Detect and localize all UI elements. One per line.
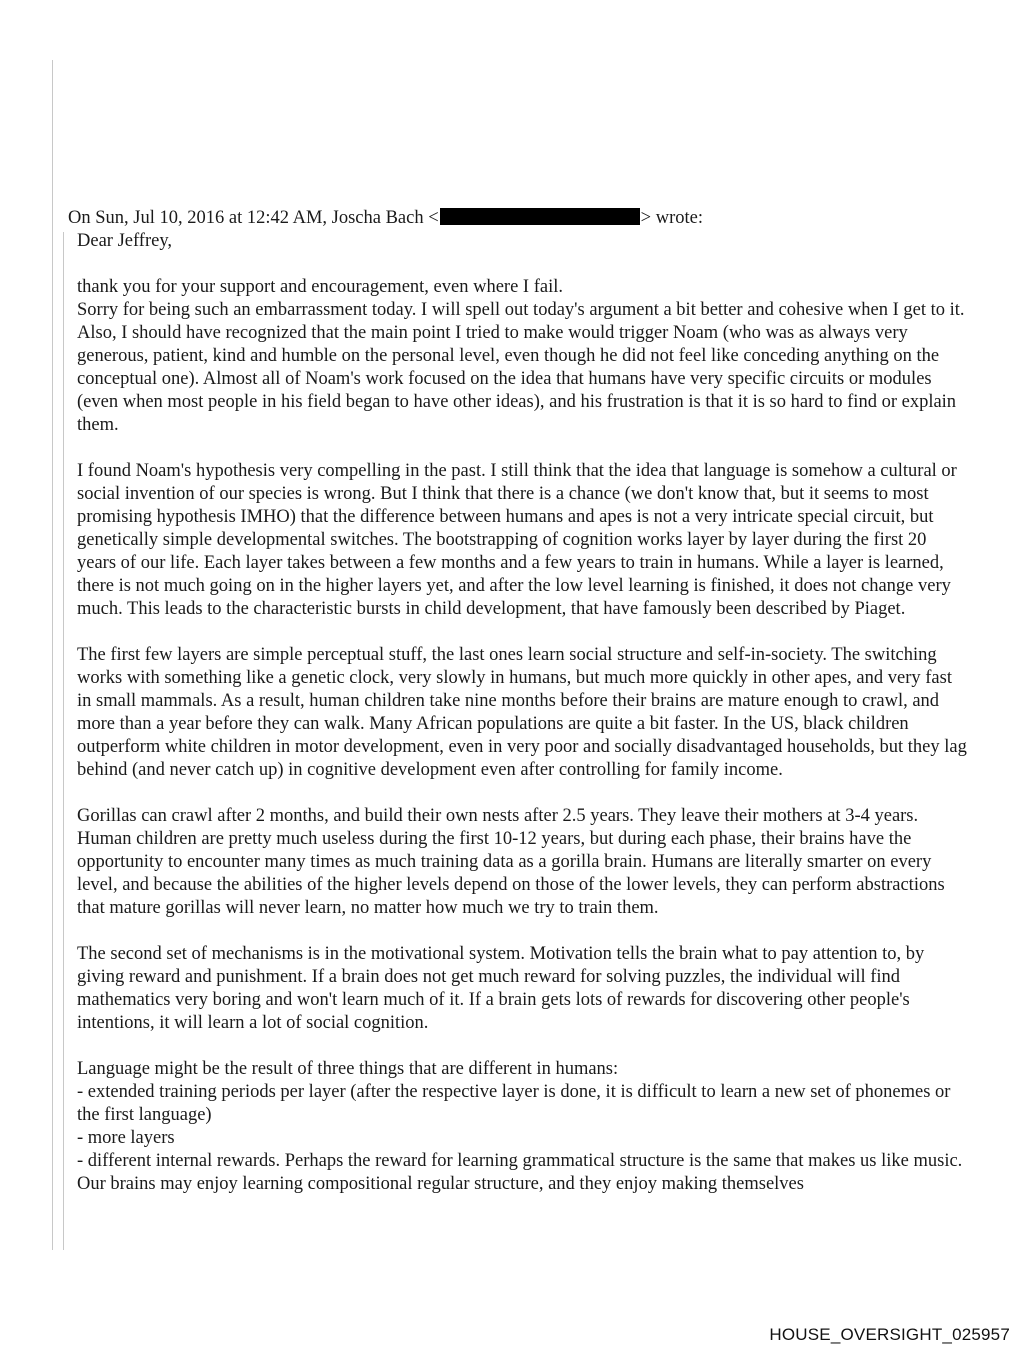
quote-bar-outer xyxy=(52,60,53,1250)
bates-number: HOUSE_OVERSIGHT_025957 xyxy=(769,1325,1010,1344)
paragraph-2: I found Noam's hypothesis very compelling in the past. I still think that the idea that language is somehow a cultural or social invention of our species is wrong. But I think that there is a chance (we don't know that, but it seems to most promising hypothesis IMHO) that the difference between humans and apes is not a very intricate special circuit, but genetically simple developmental switches. The bootstrapping of cognition works layer by layer during the first 20 years of our life. Each layer takes between a few months and a few years to train in humans. While a layer is learned, there is not much going on in the higher layers yet, and after the low level learning is finished, it does not change very much. This leads to the characteristic bursts in child development, that have famously been described by Piaget. xyxy=(77,461,957,619)
paragraph-1: thank you for your support and encouragement, even where I fail. Sorry for being such an embarrassment today. I will spell out today's argument a bit better and cohesive when I get to it. Also, I should have recognized that the main point I tried to make would trigger Noam (who was as always very generous, patient, kind and humble on the personal level, even though he did not feel like conceding anything on the conceptual one). Almost all of Noam's work focused on the idea that humans have very specific circuits or modules (even when most people in his field began to have other ideas), and his frustration is that it is so hard to find or explain them. xyxy=(77,277,965,435)
redaction-block xyxy=(440,208,640,225)
paragraph-3: The first few layers are simple perceptual stuff, the last ones learn social structure and self-in-society. The switching works with something like a genetic clock, very slowly in humans, but much more quickly in other apes, and very fast in small mammals. As a result, human children take nine months before their brains are mature enough to crawl, and more than a year before they can walk. Many African populations are quite a bit faster. In the US, black children outperform white children in motor development, even in very poor and socially disadvantaged households, but they lag behind (and never catch up) in cognitive development even after controlling for family income. xyxy=(77,645,967,780)
greeting: Dear Jeffrey, xyxy=(77,231,173,251)
list-item: - extended training periods per layer (after the respective layer is done, it is difficult to learn a new set of phonemes or the first language) xyxy=(77,1082,951,1125)
reply-header xyxy=(68,207,703,230)
paragraph-4: Gorillas can crawl after 2 months, and build their own nests after 2.5 years. They leave their mothers at 3-4 years. Human children are pretty much useless during the first 10-12 years, but during each phase, their brains have the opportunity to encounter many times as much training data as a gorilla brain. Humans are literally smarter on every level, and because the abilities of the higher levels depend on those of the lower levels, they can perform abstractions that mature gorillas will never learn, no matter how much we try to train them. xyxy=(77,806,945,918)
paragraph-5: The second set of mechanisms is in the motivational system. Motivation tells the brain what to pay attention to, by giving reward and punishment. If a brain does not get much reward for solving puzzles, the individual will find mathematics very boring and won't learn much of it. If a brain gets lots of rewards for discovering other people's intentions, it will learn a lot of social cognition. xyxy=(77,944,925,1033)
reply-header-prefix: On Sun, Jul 10, 2016 at 12:42 AM, Joscha Bach < xyxy=(68,208,439,228)
list-item: - different internal rewards. Perhaps the reward for learning grammatical structure is the same that makes us like music. Our brains may enjoy learning compositional regular structure, and they enjoy making themselves xyxy=(77,1151,963,1194)
list-item: - more layers xyxy=(77,1128,175,1148)
list-intro: Language might be the result of three things that are different in humans: xyxy=(77,1059,619,1079)
quoted-message xyxy=(77,230,969,1196)
reply-header-suffix: > wrote: xyxy=(640,208,703,228)
quote-bar-inner xyxy=(63,232,64,1250)
